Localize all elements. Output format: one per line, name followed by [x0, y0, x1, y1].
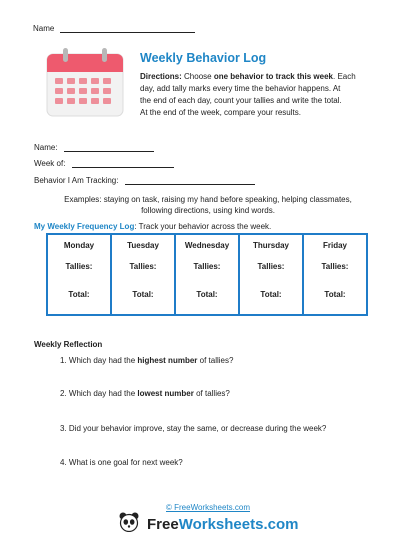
log-heading-label: My Weekly Frequency Log — [34, 222, 135, 231]
top-name-row — [33, 24, 195, 33]
directions-label: Directions: — [140, 72, 182, 81]
reflection-heading — [34, 340, 102, 349]
footer-copyright-text: © FreeWorksheets.com — [166, 503, 250, 512]
behavior-label: Behavior I Am Tracking: — [34, 176, 119, 185]
q2-bold: lowest number — [137, 389, 194, 398]
q1-post: of tallies? — [199, 356, 234, 365]
behavior-row — [34, 176, 255, 185]
footer-brand — [0, 512, 416, 534]
examples-text — [30, 194, 386, 216]
footer-copyright[interactable] — [0, 503, 416, 512]
directions-block — [140, 71, 380, 119]
week-label: Week of: — [34, 159, 66, 168]
calendar-icon — [45, 46, 125, 118]
directions-line-3: the end of each day, count your tallies and write the total. — [140, 96, 342, 105]
question-2 — [60, 389, 230, 398]
name-row — [34, 143, 154, 152]
total-label: Total: — [260, 290, 282, 299]
q1-bold: highest number — [137, 356, 198, 365]
tallies-label: Tallies: — [193, 262, 221, 271]
log-heading-rest: : Track your behavior across the week. — [134, 222, 272, 231]
day-column-friday[interactable] — [304, 233, 368, 316]
examples-line-1: Examples: staying on task, raising my hand before speaking, helping classmates, — [64, 195, 352, 204]
name-field[interactable] — [64, 151, 154, 152]
log-heading — [34, 222, 271, 231]
question-3: 3. Did your behavior improve, stay the same, or decrease during the week? — [60, 424, 327, 433]
total-label: Total: — [196, 290, 218, 299]
question-1 — [60, 356, 233, 365]
brand-rest: Worksheets.com — [178, 516, 299, 533]
tallies-label: Tallies: — [129, 262, 157, 271]
examples-line-2: following directions, using kind words. — [141, 206, 275, 215]
total-label: Total: — [132, 290, 154, 299]
directions-text-1: Choose — [184, 72, 212, 81]
q1-pre: 1. Which day had the — [60, 356, 136, 365]
day-column-wednesday[interactable] — [176, 233, 240, 316]
q2-post: of tallies? — [196, 389, 230, 398]
top-name-field[interactable] — [60, 32, 195, 33]
day-column-thursday[interactable] — [240, 233, 304, 316]
tallies-label: Tallies: — [65, 262, 93, 271]
directions-line-2: day, add tally marks every time the behavior happens. At — [140, 84, 341, 93]
total-label: Total: — [324, 290, 346, 299]
day-column-monday[interactable] — [46, 233, 112, 316]
day-name: Friday — [322, 241, 347, 250]
page-title: Weekly Behavior Log — [140, 51, 267, 65]
directions-each: . Each — [333, 72, 356, 81]
tallies-label: Tallies: — [257, 262, 285, 271]
day-name: Tuesday — [127, 241, 159, 250]
q2-pre: 2. Which day had the — [60, 389, 136, 398]
day-column-tuesday[interactable] — [112, 233, 176, 316]
top-name-label: Name — [33, 24, 55, 33]
reflection-heading-text: Weekly Reflection — [34, 340, 103, 349]
week-row — [34, 159, 174, 168]
directions-bold: one behavior to track this week — [213, 72, 333, 81]
day-name: Wednesday — [184, 241, 230, 250]
panda-logo-icon — [118, 512, 140, 537]
question-4: 4. What is one goal for next week? — [60, 458, 183, 467]
name-label: Name: — [34, 143, 58, 152]
directions-line-4: At the end of the week, compare your results. — [140, 108, 301, 117]
day-name: Thursday — [252, 241, 289, 250]
tallies-label: Tallies: — [321, 262, 349, 271]
total-label: Total: — [68, 290, 90, 299]
day-name: Monday — [63, 241, 95, 250]
week-field[interactable] — [72, 167, 174, 168]
behavior-field[interactable] — [125, 184, 255, 185]
brand-free: Free — [147, 516, 179, 533]
